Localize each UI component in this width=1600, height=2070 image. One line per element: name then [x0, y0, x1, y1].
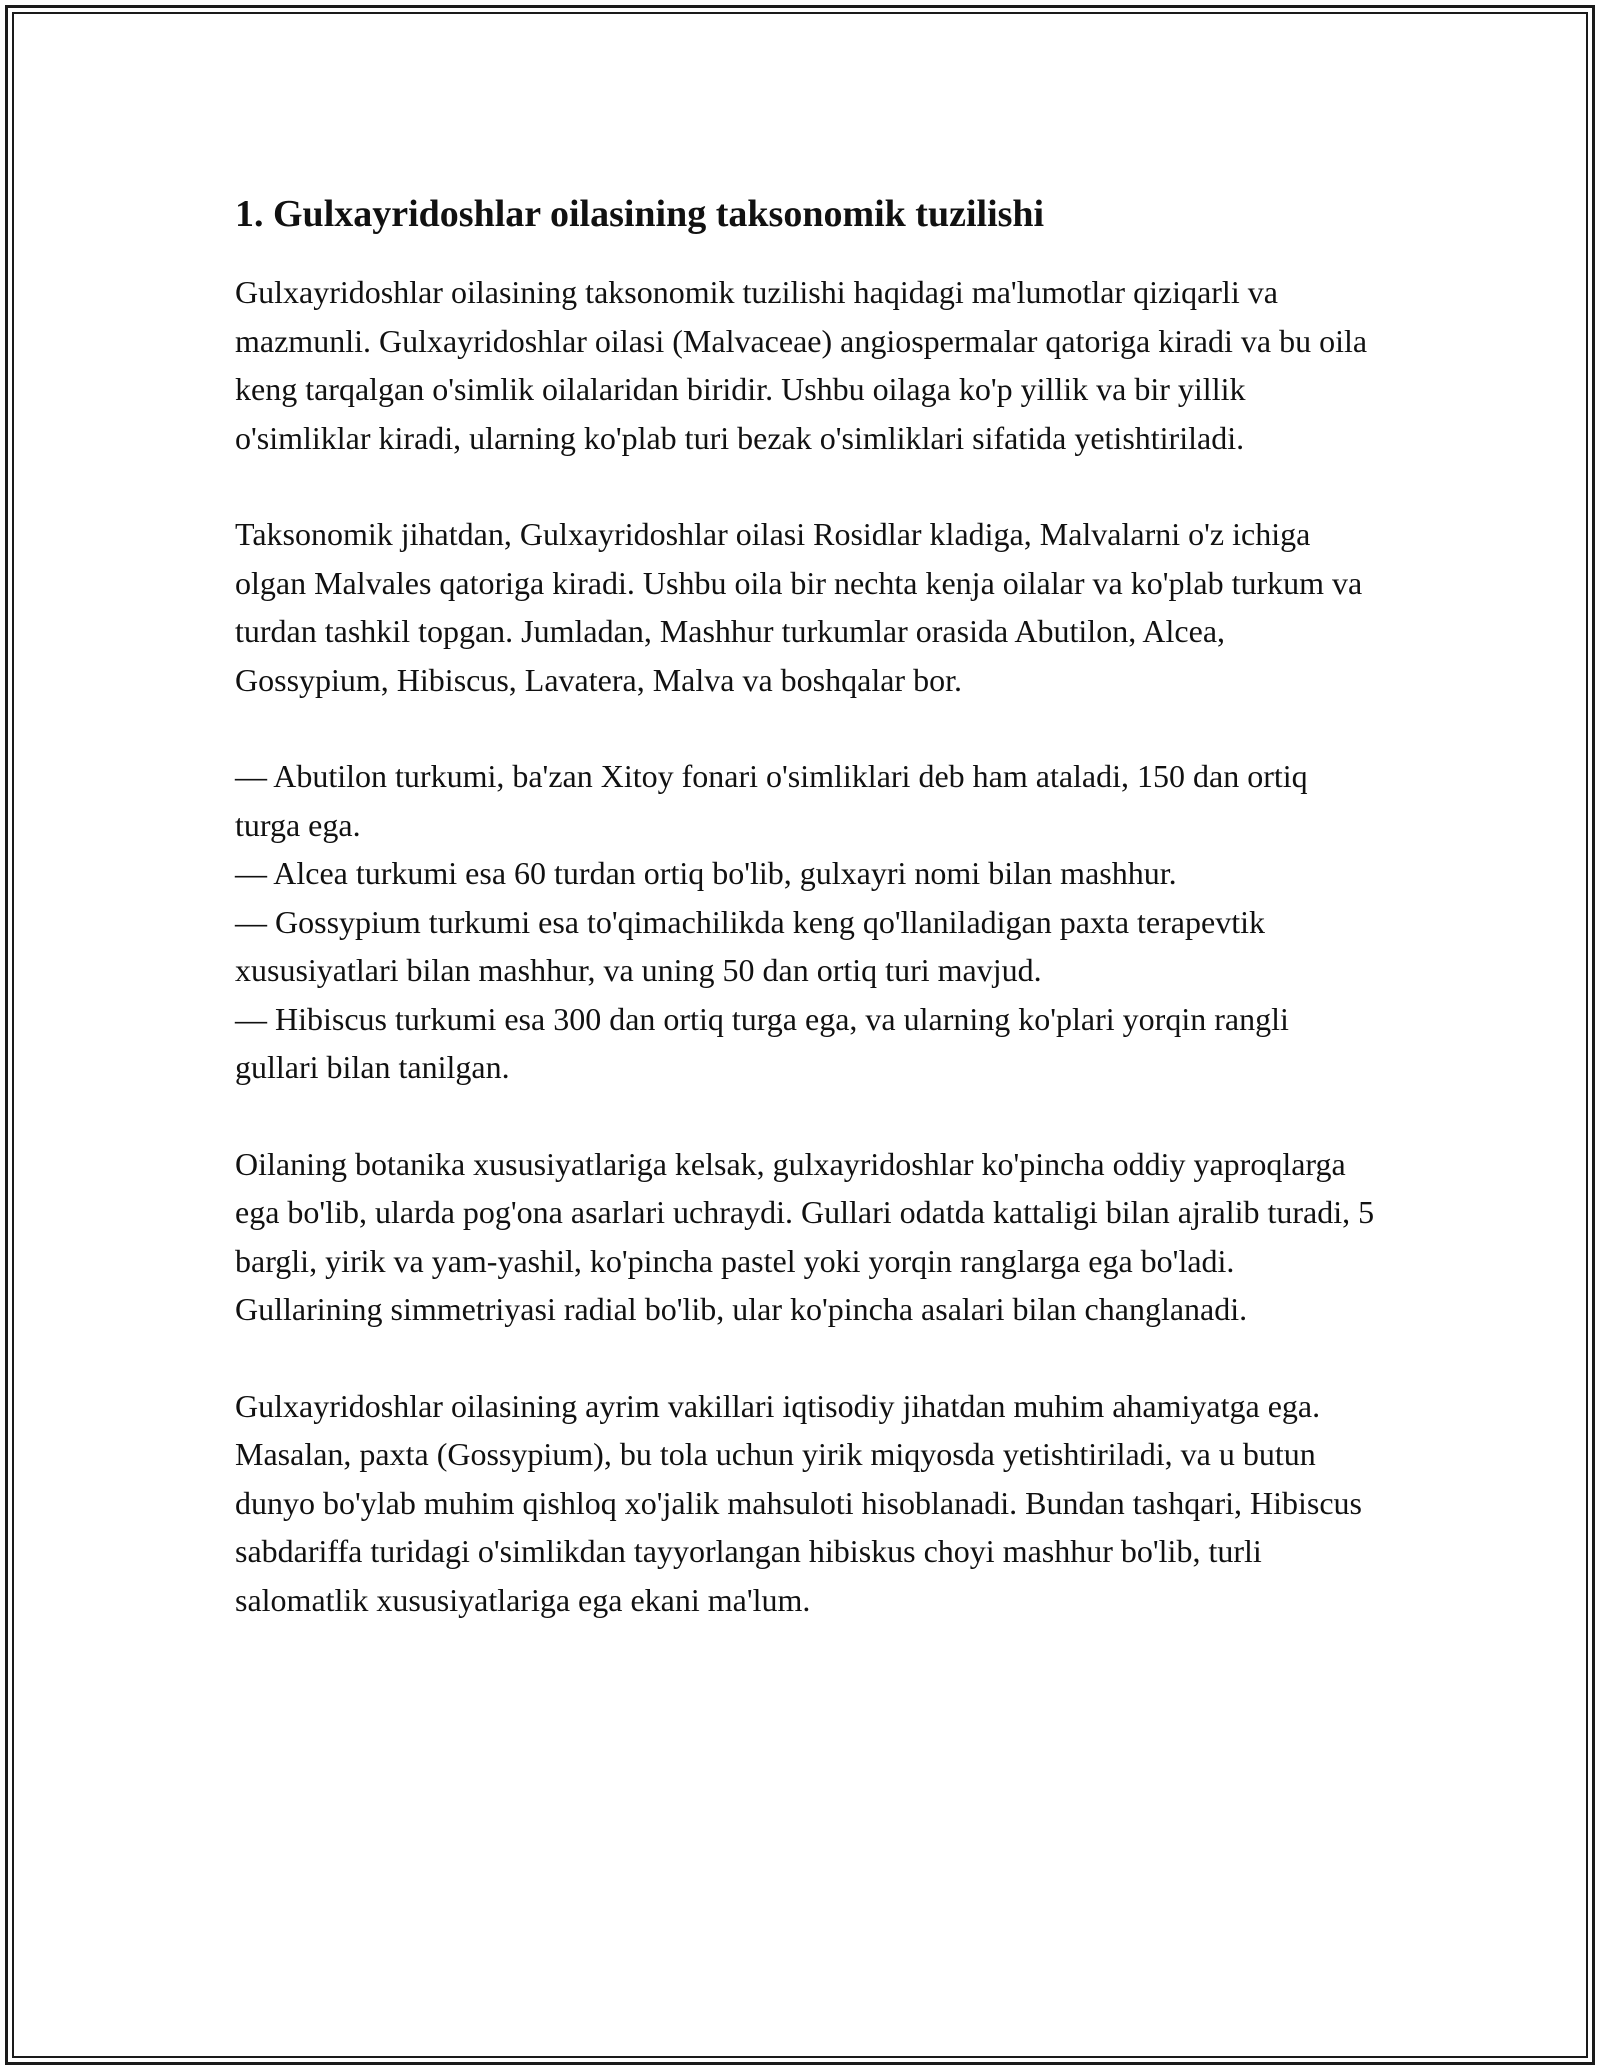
document-body [235, 188, 1375, 1672]
list-item-gossypium: — Gossypium turkumi esa to'qimachilikda keng qo'llaniladigan paxta terapevtik xususiyatlari bilan mashhur, va uning 50 dan ortiq turi mavjud. [235, 903, 1265, 988]
paragraph-botany: Oilaning botanika xususiyatlariga kelsak, gulxayridoshlar ko'pincha oddiy yaproqlarga ega bo'lib, ularda pog'ona asarlari uchraydi. Gullari odatda kattaligi bilan ajralib turadi, 5 bargli, yirik va yam-yashil, ko'pincha pastel yoki yorqin ranglarga ega bo'ladi. Gullarining simmetriyasi radial bo'lib, ular ko'pincha asalari bilan changlanadi. [235, 1145, 1375, 1327]
paragraph-taxonomy: Taksonomik jihatdan, Gulxayridoshlar oilasi Rosidlar kladiga, Malvalarni o'z ichiga olgan Malvales qatoriga kiradi. Ushbu oila bir nechta kenja oilalar va ko'plab turkum va turdan tashkil topgan. Jumladan, Mashhur turkumlar orasida Abutilon, Alcea, Gossypium, Hibiscus, Lavatera, Malva va boshqalar bor. [235, 516, 1363, 698]
section-title: 1. Gulxayridoshlar oilasining taksonomik tuzilishi [235, 193, 1045, 235]
list-item-hibiscus: — Hibiscus turkumi esa 300 dan ortiq turga ega, va ularning ko'plari yorqin rangli gullari bilan tanilgan. [235, 1000, 1289, 1085]
paragraph-economy: Gulxayridoshlar oilasining ayrim vakillari iqtisodiy jihatdan muhim ahamiyatga ega. Masalan, paxta (Gossypium), bu tola uchun yirik miqyosda yetishtiriladi, va u butun dunyo bo'ylab muhim qishloq xo'jalik mahsuloti hisoblanadi. Bundan tashqari, Hibiscus sabdariffa turidagi o'simlikdan tayyorlangan hibiskus choyi mashhur bo'lib, turli salomatlik xususiyatlariga ega ekani ma'lum. [235, 1387, 1362, 1618]
genus-list [235, 752, 1375, 1092]
list-item-abutilon: — Abutilon turkumi, ba'zan Xitoy fonari o'simliklari deb ham ataladi, 150 dan ortiq turga ega. [235, 758, 1308, 843]
list-item-alcea: — Alcea turkumi esa 60 turdan ortiq bo'lib, gulxayri nomi bilan mashhur. [235, 855, 1177, 891]
paragraph-intro: Gulxayridoshlar oilasining taksonomik tuzilishi haqidagi ma'lumotlar qiziqarli va mazmunli. Gulxayridoshlar oilasi (Malvaceae) angiospermalar qatoriga kiradi va bu oila keng tarqalgan o'simlik oilalaridan biridir. Ushbu oilaga ko'p yillik va bir yillik o'simliklar kiradi, ularning ko'plab turi bezak o'simliklari sifatida yetishtiriladi. [235, 274, 1368, 456]
